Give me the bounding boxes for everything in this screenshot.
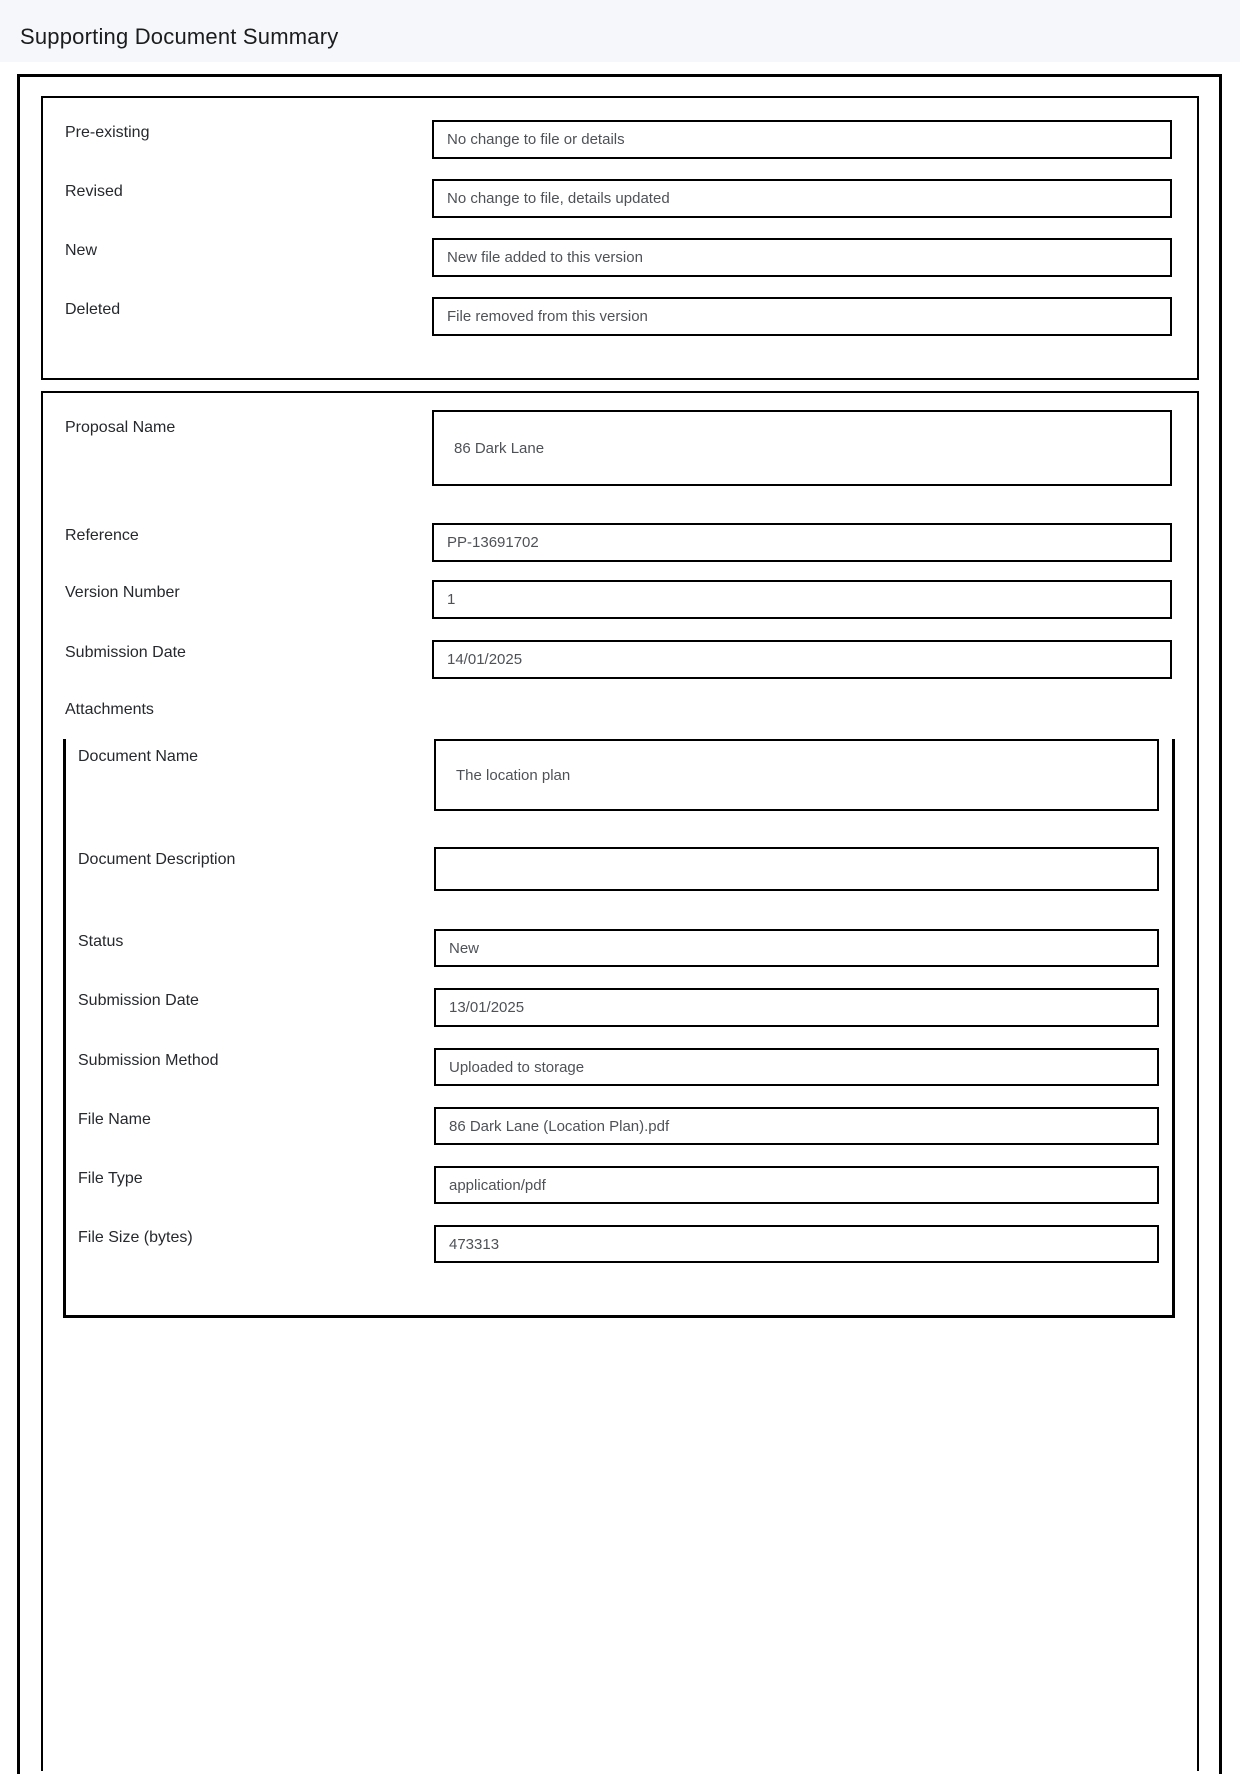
field-value: application/pdf (449, 1176, 546, 1194)
legend-value-box (432, 238, 1172, 277)
field-label: Version Number (65, 584, 180, 601)
page-title: Supporting Document Summary (20, 24, 339, 49)
field-label: Reference (65, 527, 139, 544)
field-label: Document Description (78, 851, 236, 868)
attachment-row-submission-method (66, 1048, 1172, 1086)
field-label: File Type (78, 1170, 143, 1187)
attachment-row-document-description (66, 847, 1172, 891)
legend-row (43, 238, 1197, 297)
legend-label: Deleted (65, 301, 121, 318)
field-value: PP-13691702 (447, 534, 539, 551)
field-label: Submission Date (65, 644, 186, 661)
proposal-section (41, 391, 1199, 1771)
field-row-version-number (43, 580, 1197, 619)
field-value: 473313 (449, 1235, 500, 1253)
attachment-row-file-type (66, 1166, 1172, 1204)
field-label: Status (78, 933, 124, 950)
field-label: File Name (78, 1111, 151, 1128)
legend-value: File removed from this version (447, 308, 648, 325)
field-value: New (449, 939, 480, 957)
legend-value: No change to file or details (447, 131, 625, 148)
field-label: Document Name (78, 748, 199, 765)
field-label: Submission Date (78, 992, 199, 1009)
legend-label: Pre-existing (65, 124, 150, 141)
field-value-box (434, 929, 1159, 967)
field-value: 86 Dark Lane (454, 439, 545, 457)
legend-value-box (432, 179, 1172, 218)
field-label: Proposal Name (65, 419, 176, 436)
field-value: 1 (447, 591, 456, 608)
field-value-box (434, 1048, 1159, 1086)
attachment-section (63, 739, 1175, 1318)
field-label: Submission Method (78, 1052, 219, 1069)
legend-section (41, 96, 1199, 380)
legend-value: New file added to this version (447, 249, 643, 266)
field-value-box (432, 410, 1172, 486)
field-row-proposal-name (43, 410, 1197, 486)
field-value-box (432, 523, 1172, 562)
field-value-box (434, 988, 1159, 1027)
field-label: File Size (bytes) (78, 1229, 193, 1246)
field-value: Uploaded to storage (449, 1058, 585, 1076)
field-row-submission-date (43, 640, 1197, 679)
legend-row (43, 120, 1197, 179)
legend-value-box (432, 120, 1172, 159)
field-row-reference (43, 523, 1197, 562)
legend-value: No change to file, details updated (447, 190, 670, 207)
field-value-box (434, 1225, 1159, 1263)
attachment-row-document-name (66, 739, 1172, 811)
attachments-heading: Attachments (65, 701, 154, 718)
field-value-box (434, 1166, 1159, 1204)
field-value-box (432, 580, 1172, 619)
field-value-box (434, 847, 1159, 891)
field-value-box (434, 1107, 1159, 1145)
field-value: 13/01/2025 (449, 999, 525, 1016)
page-header (0, 0, 1240, 62)
legend-label: Revised (65, 183, 123, 200)
legend-row (43, 297, 1197, 356)
field-value: The location plan (456, 766, 571, 784)
attachment-row-file-name (66, 1107, 1172, 1145)
attachment-row-submission-date (66, 988, 1172, 1027)
legend-value-box (432, 297, 1172, 336)
field-value-box (432, 640, 1172, 679)
field-value: 14/01/2025 (447, 651, 523, 668)
field-value: 86 Dark Lane (Location Plan).pdf (449, 1117, 670, 1135)
field-value-box (434, 739, 1159, 811)
legend-label: New (65, 242, 98, 259)
attachment-row-file-size (66, 1225, 1172, 1263)
attachment-row-status (66, 929, 1172, 967)
legend-row (43, 179, 1197, 238)
